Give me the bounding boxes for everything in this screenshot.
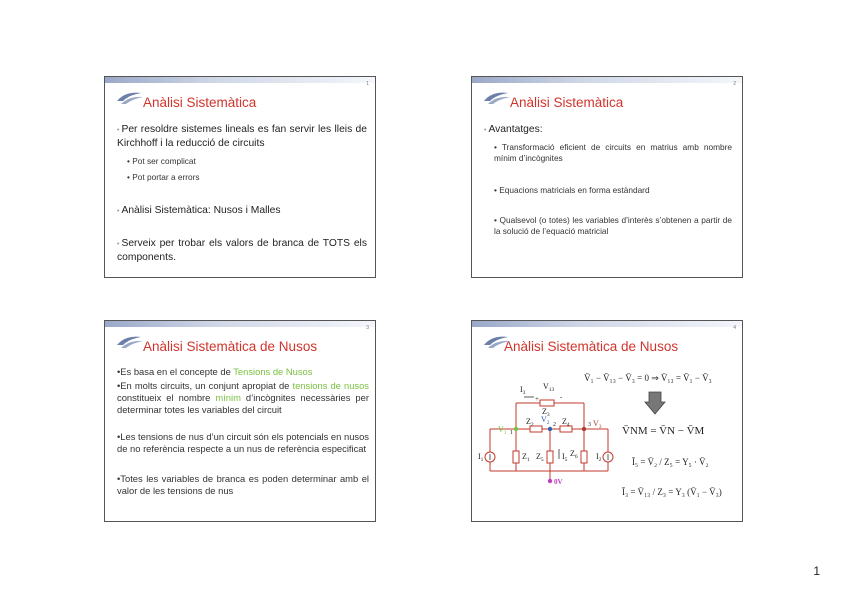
sub-bullet-item: • Pot ser complicat — [127, 156, 196, 166]
logo-icon — [115, 89, 145, 107]
bullet-item: •Es basa en el concepte de Tensions de Nusos — [117, 366, 313, 377]
slide-title: Anàlisi Sistemàtica — [143, 95, 257, 110]
bullet-item: •En molts circuits, un conjunt apropiat de tensions de nusos constitueix el nombre mínim d’incògnites necessàries per determinar totes les variables del circuit — [117, 380, 369, 415]
logo-icon — [482, 89, 512, 107]
equation-3: Ī₅ = V̄₂ / Z₅ = Y₅ · V̄₂ — [632, 457, 709, 467]
equation-2: V̄NM = V̄N − V̄M — [622, 425, 705, 437]
slide-header-bar — [105, 77, 375, 83]
bullet-item: • Avantatges: — [484, 124, 543, 135]
current-label: $I_5$ — [562, 452, 568, 463]
impedance-label: $Z_5$ — [536, 452, 544, 463]
slide-title: Anàlisi Sistemàtica de Nusos — [143, 339, 318, 354]
impedance-label: $Z_6$ — [570, 449, 578, 460]
slide-title: Anàlisi Sistemàtica — [510, 95, 624, 110]
bullet-item: • Anàlisi Sistemàtica: Nusos i Malles — [117, 205, 281, 216]
slide-number: 1 — [366, 81, 369, 87]
node-label: 3 — [588, 422, 591, 428]
slide-number: 3 — [366, 325, 369, 331]
voltage-label: $V_2$ — [541, 415, 550, 426]
ground-label: 0V — [554, 478, 563, 486]
logo-icon — [115, 333, 145, 351]
impedance-label: $Z_1$ — [522, 452, 530, 463]
bullet-item: •Les tensions de nus d’un circuit són els potencials en nusos de no referència respecte a un nus de referència especificat — [117, 431, 369, 454]
slide-number: 2 — [733, 81, 736, 87]
current-source-label: $I_2$ — [596, 452, 602, 463]
page-number: 1 — [813, 564, 820, 578]
sub-bullet-item: • Transformació eficient de circuits en matrius amb nombre mínim d’incògnites — [494, 142, 733, 163]
equation-1: V̄₁ − V̄₁₃ − V̄₃ = 0 ⇒ V̄₁₃ = V̄₁ − V̄₃ — [584, 373, 712, 383]
circuit-diagram — [480, 373, 610, 503]
polarity-plus: + — [535, 395, 539, 403]
current-source-label: $I_1$ — [478, 452, 484, 463]
slide-1 — [104, 76, 376, 278]
equation-4: Ī₃ = V̄₁₃ / Z₃ = Y₃ (V̄₁ − V̄₃) — [622, 487, 722, 497]
node-label: 1 — [510, 430, 513, 436]
current-label: $I_3$ — [520, 385, 526, 396]
sub-bullet-item: • Equacions matricials en forma estàndard — [494, 185, 650, 195]
slide-header-bar — [472, 77, 742, 83]
impedance-label: $Z_4$ — [562, 417, 570, 428]
slide-header-bar — [472, 321, 742, 327]
bullet-item: • Per resoldre sistemes lineals es fan servir les lleis de Kirchhoff i la reducció de circuits — [117, 124, 367, 150]
bullet-item: •Totes les variables de branca es poden determinar amb el valor de les tensions de nus — [117, 473, 369, 496]
slide-title: Anàlisi Sistemàtica de Nusos — [504, 339, 679, 354]
slide-2 — [471, 76, 743, 278]
node-label: 2 — [553, 422, 556, 428]
sub-bullet-item: • Qualsevol (o totes) les variables d’interès s’obtenen a partir de la solució de l’equació matricial — [494, 215, 732, 236]
voltage-label: $V_1$ — [498, 425, 507, 436]
bullet-item: • Serveix per trobar els valors de branca de TOTS els components. — [117, 238, 367, 264]
slide-header-bar — [105, 321, 375, 327]
voltage-label: $V_3$ — [593, 419, 602, 430]
down-arrow-icon — [644, 391, 666, 415]
sub-bullet-item: • Pot portar a errors — [127, 172, 200, 182]
impedance-label: $Z_2$ — [526, 417, 534, 428]
voltage-label: $V_{13}$ — [543, 382, 555, 393]
slide-3 — [104, 320, 376, 522]
polarity-minus: - — [560, 393, 563, 401]
slide-number: 4 — [733, 325, 736, 331]
slide-4 — [471, 320, 743, 522]
impedance-label: $Z_3$ — [542, 407, 550, 418]
